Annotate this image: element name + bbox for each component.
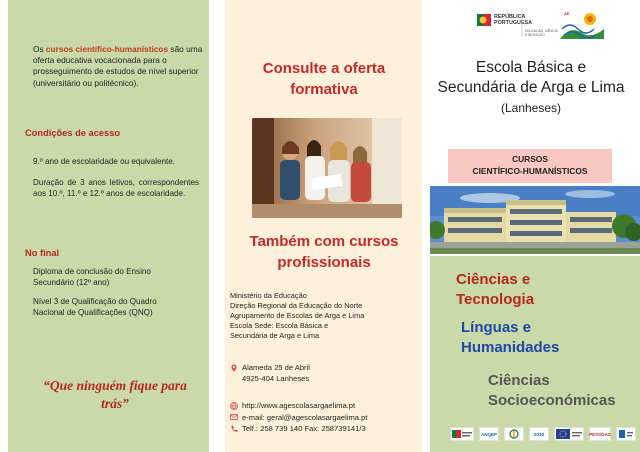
conditions-heading: Condições de acesso bbox=[25, 128, 121, 138]
school-building-photo bbox=[430, 186, 640, 254]
panel-middle bbox=[209, 0, 422, 452]
ministry-line-1: EDUCAÇÃO, CIÊNCIA bbox=[525, 29, 558, 33]
area-languages-humanities: Línguas e Humanidades bbox=[461, 319, 560, 356]
motto-quote: “Que ninguém fique para trás” bbox=[43, 378, 187, 411]
republic-small-logo bbox=[450, 427, 474, 441]
eu-flag-logo bbox=[554, 427, 584, 441]
svg-text:AE: AE bbox=[564, 11, 570, 16]
republic-line-2: PORTUGUESA bbox=[494, 20, 533, 26]
address-block bbox=[230, 291, 415, 341]
intro-text: são uma oferta educativa vocacionada para o prosseguimento de estudos de nível superior (universitário ou politécnico). bbox=[33, 44, 203, 88]
panel-left bbox=[0, 0, 209, 452]
final-line-1: Diploma de conclusão do Ensino Secundário (12º ano) bbox=[33, 267, 151, 288]
phone-icon bbox=[230, 425, 238, 433]
postal-line: 4925-404 Lanheses bbox=[242, 374, 310, 383]
final-line-2: Nível 3 de Qualificação do Quadro Nacional de Qualificações (QNQ) bbox=[33, 297, 157, 318]
area-science-technology: Ciências e Tecnologia bbox=[456, 271, 535, 308]
final-heading: No final bbox=[25, 248, 60, 258]
intro-highlight: cursos científico-humanísticos bbox=[45, 44, 169, 54]
school-name bbox=[422, 58, 640, 118]
header-logos bbox=[472, 5, 607, 45]
intro-paragraph bbox=[33, 44, 203, 89]
school-crest-logo bbox=[560, 9, 604, 41]
address-line: Ministério da Educação bbox=[230, 291, 307, 300]
pessoas-logo: PESSOAS bbox=[589, 427, 611, 441]
footer-logos bbox=[450, 424, 638, 444]
school-location: (Lanheses) bbox=[500, 101, 562, 115]
address-line: Secundária de Arga e Lima bbox=[230, 331, 320, 340]
qualifica-logo bbox=[504, 427, 524, 441]
anqep-logo: ANQEP bbox=[479, 427, 499, 441]
address-line: Escola Sede: Escola Básica e bbox=[230, 321, 329, 330]
courses-label bbox=[448, 149, 612, 183]
portugal2030-logo: 2030 bbox=[529, 427, 549, 441]
phone-text: Telf.: 258 739 140 Fax: 258739141/3 bbox=[242, 424, 366, 434]
courses-label-line: CIENTÍFICO-HUMANÍSTICOS bbox=[472, 166, 588, 176]
intro-prefix: Os bbox=[33, 44, 44, 54]
course-areas bbox=[430, 256, 640, 452]
school-name-line: Escola Básica e bbox=[475, 59, 587, 76]
students-photo bbox=[252, 118, 402, 218]
panel-right bbox=[422, 0, 640, 452]
location-pin-icon bbox=[230, 364, 238, 372]
title-offer: Consulte a oferta formativa bbox=[262, 60, 386, 98]
conditions-line-1: 9.º ano de escolaridade ou equivalente. bbox=[33, 157, 176, 166]
location-block bbox=[230, 362, 415, 384]
school-name-line: Secundária de Arga e Lima bbox=[437, 79, 625, 96]
mail-icon bbox=[230, 413, 238, 421]
globe-icon bbox=[230, 402, 238, 410]
area-socioeconomic: Ciências Socioeconómicas bbox=[488, 372, 616, 409]
address-line: Direção Regional da Educação do Norte bbox=[230, 301, 363, 310]
ministry-line-2: E INOVAÇÃO bbox=[525, 33, 545, 37]
courses-label-line: CURSOS bbox=[512, 154, 548, 164]
email-link[interactable]: e-mail: geral@agescolasargaelima.pt bbox=[242, 412, 368, 422]
website-link[interactable]: http://www.agescolasargaelima.pt bbox=[242, 401, 356, 410]
partner-logo bbox=[616, 427, 636, 441]
street-line: Alameda 25 de Abril bbox=[242, 363, 310, 372]
republic-line-1: REPÚBLICA bbox=[494, 14, 526, 20]
address-line: Agrupamento de Escolas de Arga e Lima bbox=[230, 311, 365, 320]
conditions-line-2: Duração de 3 anos letivos, correspondentes aos 10.º, 11.º e 12.º anos de escolaridade. bbox=[33, 178, 199, 199]
title-professional: Também com cursos profissionais bbox=[249, 233, 399, 271]
contacts-block bbox=[230, 400, 415, 435]
